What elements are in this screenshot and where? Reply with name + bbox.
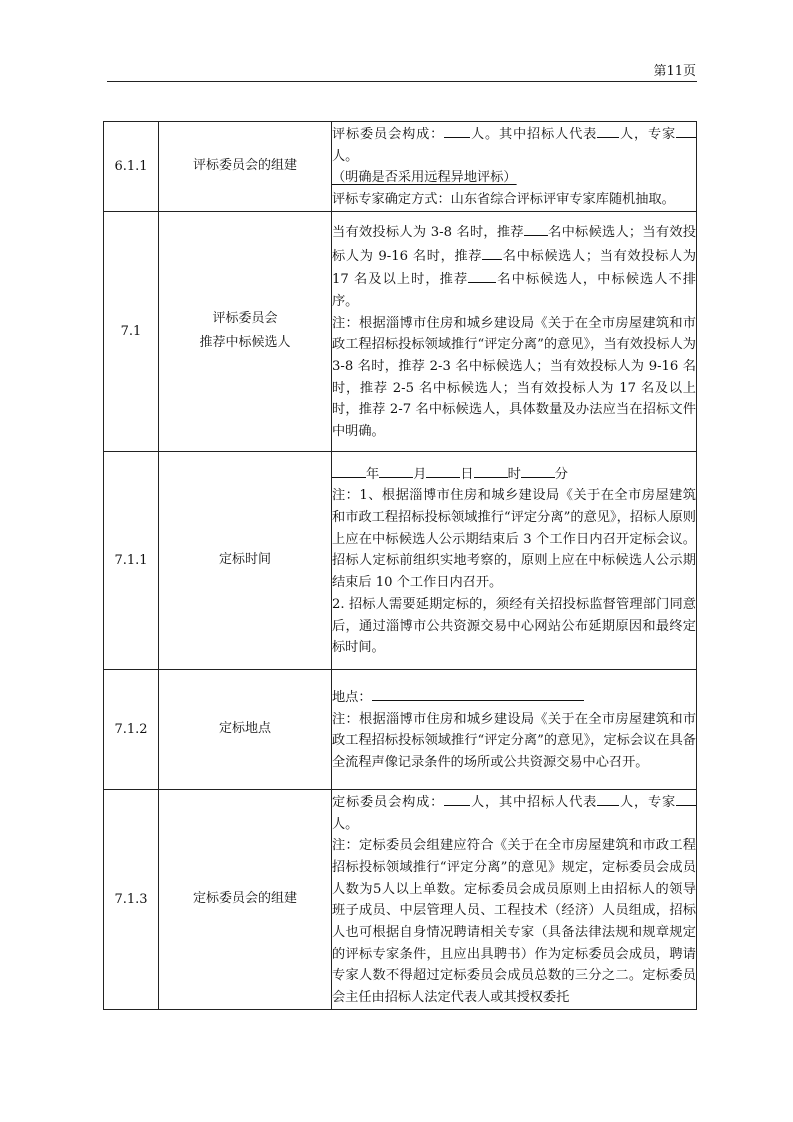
fill-blank[interactable]: [468, 267, 496, 283]
text: 人。: [332, 816, 359, 832]
table-row: [104, 789, 697, 1009]
table-row: [104, 669, 697, 789]
expert-selection-method: 评标专家确定方式：山东省综合评标评审专家库随机抽取。: [332, 192, 675, 208]
page-number: 第11页: [653, 64, 696, 79]
fill-blank[interactable]: [444, 122, 470, 138]
date-time-line: [332, 462, 696, 486]
text: 人，其中招标人代表: [470, 794, 598, 810]
fill-blank[interactable]: [426, 462, 460, 478]
text: 月: [413, 466, 427, 482]
text: 地点：: [332, 689, 372, 705]
row-content: [332, 669, 697, 789]
row-number: 7.1: [104, 211, 159, 451]
item-label: 定标地点: [218, 721, 271, 737]
item-label: 评标委员会的组建: [192, 158, 297, 174]
row-content: [332, 451, 697, 669]
row-item: [159, 451, 332, 669]
row-item: [159, 669, 332, 789]
note-paragraph: 注：1、根据淄博市住房和城乡建设局《关于在全市房屋建筑和市政工程招标投标领域推行“评定分离”的意见》，招标人原则上应在中标候选人公示期结束后 3 个工作日内召开定标会议。招标人定标前组织实地考察的，原则上应在中标候选人公示期结束后 10 个工作日内召开。: [332, 488, 696, 591]
item-label: 推荐中标候选人: [199, 335, 291, 351]
text: 名中标候选人；当有效投标人为 17 名及以上时，推荐: [332, 248, 697, 288]
text: 年: [366, 466, 380, 482]
row-number: 6.1.1: [104, 122, 159, 212]
row-content: [332, 122, 697, 212]
table-row: [104, 122, 697, 212]
fill-blank[interactable]: [474, 462, 508, 478]
recommendation-rule: [332, 220, 696, 313]
fill-blank[interactable]: [597, 122, 619, 138]
text: 时: [507, 466, 521, 482]
text: 评标委员会构成：: [332, 127, 445, 142]
item-label: 定标委员会的组建: [192, 891, 297, 907]
fill-blank[interactable]: [597, 790, 619, 806]
text: 人，专家: [619, 127, 677, 142]
fill-blank[interactable]: [482, 244, 502, 260]
text: 日: [460, 466, 474, 482]
text: 定标委员会构成：: [332, 794, 445, 810]
item-label: 定标时间: [218, 552, 271, 568]
fill-blank[interactable]: [444, 790, 470, 806]
table-row: [104, 451, 697, 669]
bidding-terms-table: [103, 121, 697, 1010]
text: 名中标候选人，中标候选人不排序。: [332, 272, 696, 309]
content-line: [332, 122, 696, 167]
fill-blank[interactable]: [676, 790, 696, 806]
remote-evaluation-note: （明确是否采用远程异地评标）: [332, 170, 517, 186]
note-paragraph: 注：根据淄博市住房和城乡建设局《关于在全市房屋建筑和市政工程招标投标领域推行“评定分离”的意见》，当有效投标人为 3-8 名时，推荐 2-3 名中标候选人；当有效投标人为 9-16 名时，推荐 2-5 名中标候选人；当有效投标人为 17 名及以上时，推荐 2-7 名中标候选人，具体数量及办法应当在招标文件中明确。: [332, 315, 696, 440]
row-content: [332, 789, 697, 1009]
row-item: [159, 211, 332, 451]
fill-blank[interactable]: [332, 462, 366, 478]
text: 人。: [332, 148, 359, 164]
text: 人。其中招标人代表: [470, 127, 598, 142]
row-number: 7.1.3: [104, 789, 159, 1009]
text: 名中标候选人；当有效投标人为 9-16 名时，推荐: [332, 224, 696, 264]
fill-blank[interactable]: [524, 220, 548, 236]
header-rule: [107, 81, 697, 82]
fill-blank[interactable]: [676, 122, 696, 138]
item-label: 评标委员会: [212, 311, 278, 327]
note-paragraph: 注：定标委员会组建应符合《关于在全市房屋建筑和市政工程招标投标领域推行“评定分离”的意见》规定，定标委员会成员人数为5人以上单数。定标委员会成员原则上由招标人的领导班子成员、中层管理人员、工程技术（经济）人员组成，招标人也可根据自身情况聘请相关专家（具备法律法规和规章规定的评标专家条件，且应出具聘书）作为定标委员会成员，聘请专家人数不得超过定标委员会成员总数的三分之二。定标委员会主任由招标人法定代表人或其授权委托: [332, 838, 696, 1006]
text: 当有效投标人为 3-8 名时，推荐: [332, 224, 524, 240]
location-line: [332, 685, 696, 709]
text: 分: [554, 466, 568, 482]
text: 人，专家: [619, 794, 677, 810]
content-line: [332, 790, 696, 835]
row-item: [159, 122, 332, 212]
row-content: [332, 211, 697, 451]
note-paragraph: 2. 招标人需要延期定标的，须经有关招投标监督管理部门同意后，通过淄博市公共资源交易中心网站公布延期原因和最终定标时间。: [332, 596, 696, 656]
row-number: 7.1.1: [104, 451, 159, 669]
fill-blank[interactable]: [379, 462, 413, 478]
table-row: [104, 211, 697, 451]
fill-blank[interactable]: [372, 685, 584, 701]
note-paragraph: 注：根据淄博市住房和城乡建设局《关于在全市房屋建筑和市政工程招标投标领域推行“评定分离”的意见》，定标会议在具备全流程声像记录条件的场所或公共资源交易中心召开。: [332, 711, 696, 771]
row-item: [159, 789, 332, 1009]
fill-blank[interactable]: [521, 462, 555, 478]
row-number: 7.1.2: [104, 669, 159, 789]
